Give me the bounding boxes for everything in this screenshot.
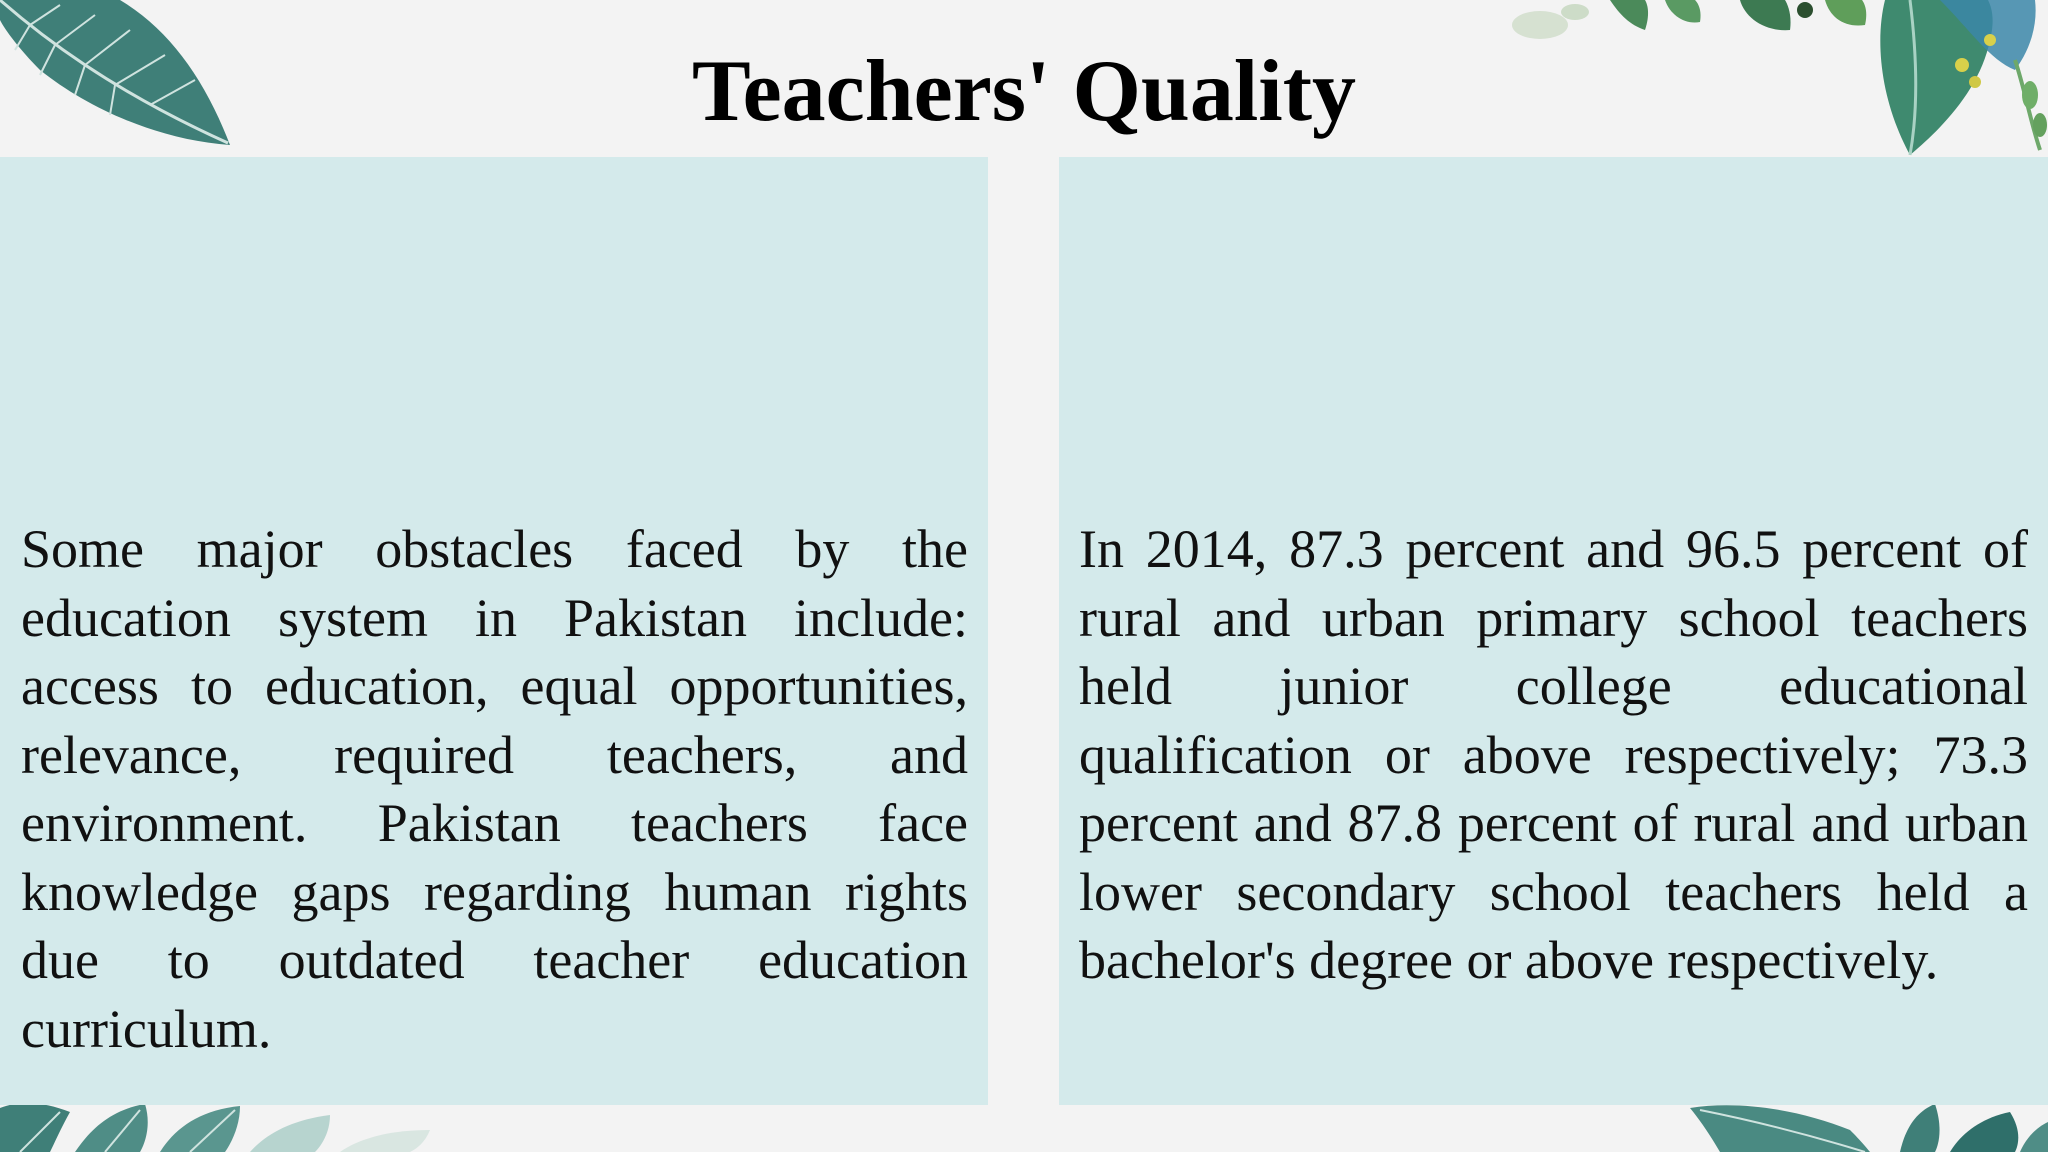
left-panel-text: Some major obstacles faced by the education system in Pakistan include: access to education, equal opportunities, relevance, required teachers, and environment. Pakistan teachers face knowledge gaps regarding human rights due to outdated teacher education curriculum.	[21, 519, 968, 1059]
leaf-illustration-bottom-left	[0, 1100, 480, 1152]
right-panel-text: In 2014, 87.3 percent and 96.5 percent of rural and urban primary school teachers held junior college educational qualification or above respectively; 73.3 percent and 87.8 percent of rural and urban lower secondary school teachers held a bachelor's degree or above respectively.	[1079, 519, 2028, 990]
left-text-panel	[0, 157, 988, 1105]
slide-title: Teachers' Quality	[691, 43, 1357, 140]
leaf-illustration-bottom-right	[1690, 1100, 2048, 1152]
right-text-panel	[1059, 157, 2048, 1105]
